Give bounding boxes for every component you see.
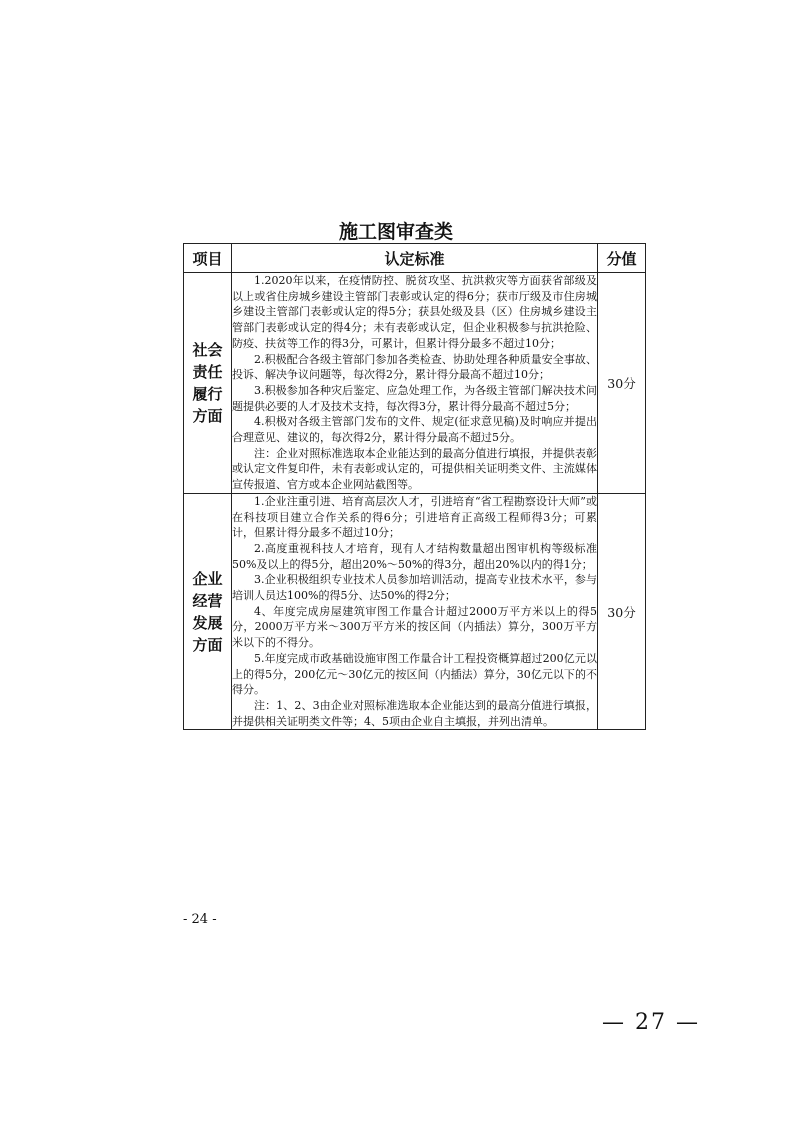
header-item: 项目: [184, 244, 232, 273]
inner-page-number: - 24 -: [183, 912, 217, 927]
score-cell: 30分: [598, 493, 646, 730]
criteria-paragraph: 4.积极对各级主管部门发布的文件、规定(征求意见稿)及时响应并提出合理意见、建议的，每次得2分，累计得分最高不超过5分。: [232, 415, 597, 445]
criteria-table: [183, 243, 646, 730]
criteria-note: 注：企业对照标准选取本企业能达到的最高分值进行填报，并提供表彰或认定文件复印件，未有表彰或认定的，可提供相关证明类文件、主流媒体宣传报道、官方或本企业网站截图等。: [232, 446, 597, 492]
criteria-note: 注：1、2、3由企业对照标准选取本企业能达到的最高分值进行填报，并提供相关证明类文件等；4、5项由企业自主填报，并列出清单。: [232, 698, 597, 728]
criteria-paragraph: 3.积极参加各种灾后鉴定、应急处理工作，为各级主管部门解决技术问题提供必要的人才及技术支持，每次得3分，累计得分最高不超过5分；: [232, 383, 597, 413]
category-social-responsibility: 社会 责任 履行 方面: [184, 273, 232, 494]
table-header-row: [184, 244, 646, 273]
score-cell: 30分: [598, 273, 646, 494]
category-business-development: 企业 经营 发展 方面: [184, 493, 232, 730]
criteria-paragraph: 3.企业积极组织专业技术人员参加培训活动，提高专业技术水平，参与培训人员达100%的得5分、达50%的得2分；: [232, 573, 597, 603]
outer-page-number: — 27 —: [602, 1010, 700, 1035]
criteria-paragraph: 5.年度完成市政基础设施审图工作量合计工程投资概算超过200亿元以上的得5分，200亿元～30亿元的按区间（内插法）算分，30亿元以下的不得分。: [232, 651, 597, 697]
criteria-paragraph: 1.2020年以来，在疫情防控、脱贫攻坚、抗洪救灾等方面获省部级及以上或省住房城乡建设主管部门表彰或认定的得6分；获市厅级及市住房城乡建设主管部门表彰或认定的得5分；获县处级及县（区）住房城乡建设主管部门表彰或认定的得4分；未有表彰或认定，但企业积极参与抗洪抢险、防疫、扶贫等工作的得3分，可累计，但累计得分最多不超过10分；: [232, 274, 597, 350]
criteria-cell: [232, 493, 598, 730]
criteria-paragraph: 2.积极配合各级主管部门参加各类检查、协助处理各种质量安全事故、投诉、解决争议问题等，每次得2分，累计得分最高不超过10分；: [232, 352, 597, 382]
table-row: [184, 493, 646, 730]
page-title: 施工图审查类: [338, 221, 453, 243]
table-row: [184, 273, 646, 494]
header-score: 分值: [598, 244, 646, 273]
criteria-paragraph: 1.企业注重引进、培育高层次人才，引进培育“省工程勘察设计大师”或在科技项目建立合作关系的得6分；引进培育正高级工程师得3分；可累计，但累计得分最多不超过10分；: [232, 494, 597, 540]
criteria-cell: [232, 273, 598, 494]
header-criteria: 认定标准: [232, 244, 598, 273]
criteria-paragraph: 2.高度重视科技人才培育，现有人才结构数量超出图审机构等级标准50%及以上的得5分，超出20%～50%的得3分，超出20%以内的得1分；: [232, 541, 597, 571]
criteria-paragraph: 4、年度完成房屋建筑审图工作量合计超过2000万平方米以上的得5分，2000万平方米～300万平方米的按区间（内插法）算分，300万平方米以下的不得分。: [232, 604, 597, 650]
